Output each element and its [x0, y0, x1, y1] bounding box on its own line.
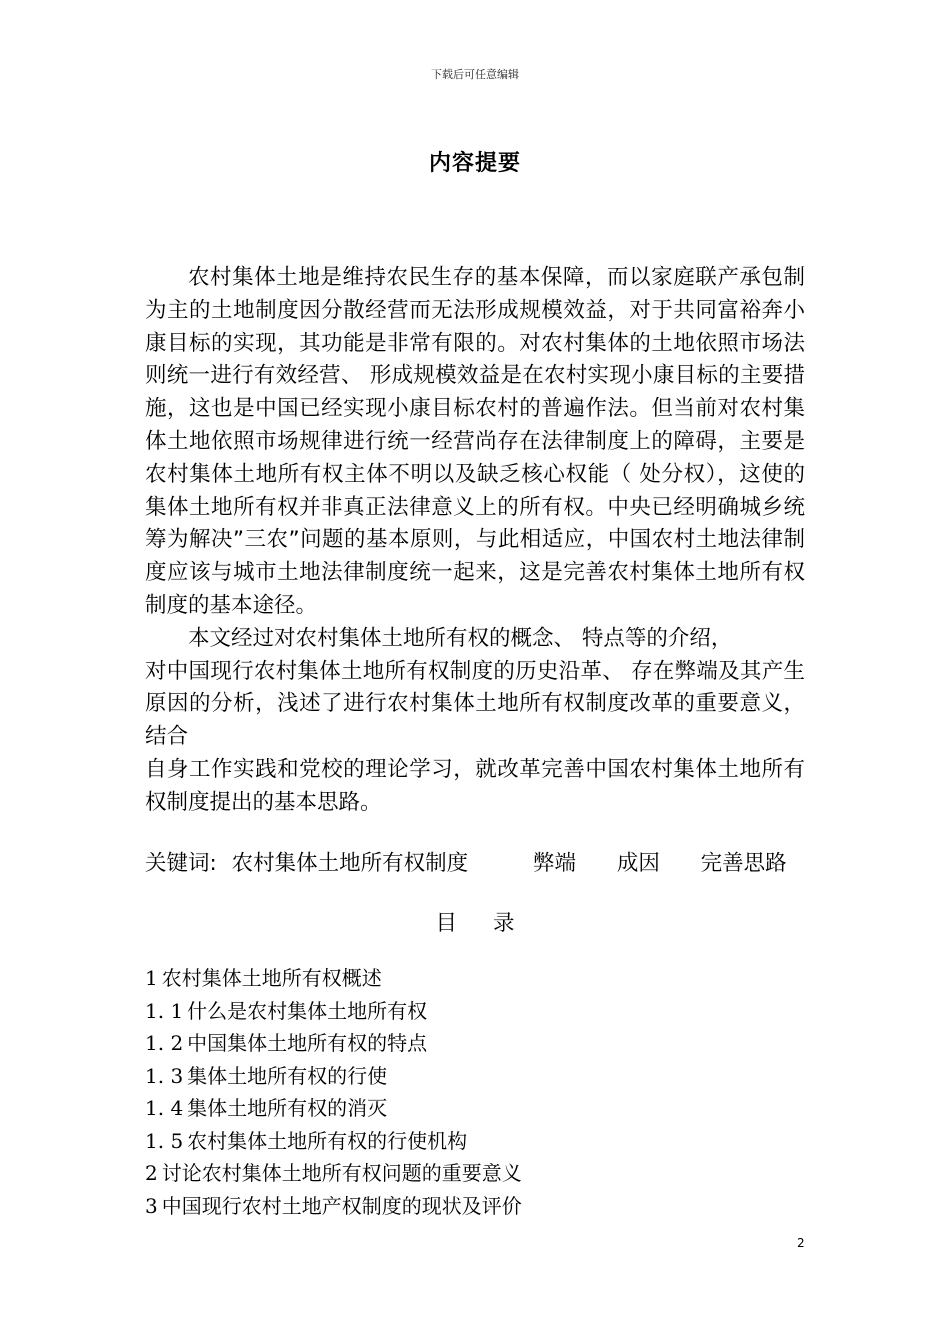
page-number: 2 — [797, 1236, 805, 1250]
toc-title: 目录 — [435, 911, 551, 936]
abstract-paragraph-1: 农村集体土地是维持农民生存的基本保障，而以家庭联产承包制为主的土地制度因分散经营而无法形成规模效益，对于共同富裕奔小康目标的实现，其功能是非常有限的。对农村集体的土地依照市场法则统一进行有效经营、 形成规模效益是在农村实现小康目标的主要措施，这也是中国已经实现小康目标农村的普遍作法。但当前对农村集体土地依照市场规律进行统一经营尚存在法律制度上的障碍，主要是农村集体土地所有权主体不明以及缺乏核心权能（ 处分权），这使的集体土地所有权并非真正法律意义上的所有权。中央已经明确城乡统筹为解决”三农”问题的基本原则，与此相适应，中国农村土地法律制度应该与城市土地法律制度统一起来，这是完善农村集体土地所有权制度的基本途径。 — [145, 265, 805, 618]
toc-item — [145, 962, 805, 995]
toc-item-text: 中国现行农村土地产权制度的现状及评价 — [161, 1193, 522, 1218]
abstract-body — [145, 262, 805, 820]
toc-item-number: 2 — [145, 1161, 158, 1185]
abstract-paragraph-4: 自身工作实践和党校的理论学习，就改革完善中国农村集体土地所有权制度提出的基本思路。 — [145, 756, 805, 815]
toc-item — [145, 1027, 805, 1060]
toc-item-number: 1. 1 — [145, 998, 184, 1023]
toc-item-number: 1 — [145, 966, 158, 990]
abstract-paragraph-3: 对中国现行农村集体土地所有权制度的历史沿革、 存在弊端及其产生原因的分析，浅述了进行农村集体土地所有权制度改革的重要意义，结合 — [145, 658, 805, 750]
toc-item — [145, 1060, 805, 1093]
keyword-item: 完善思路 — [700, 851, 787, 876]
abstract-paragraph-2: 本文经过对农村集体土地所有权的概念、 特点等的介绍， — [188, 625, 733, 651]
toc-item — [145, 1157, 805, 1190]
page-title: 内容提要 — [428, 151, 521, 176]
toc-item-text: 农村集体土地所有权概述 — [161, 966, 382, 990]
toc-item-number: 1. 2 — [145, 1031, 184, 1055]
keywords-label: 关键词: — [145, 851, 217, 876]
toc-item-number: 1. 4 — [145, 1096, 184, 1120]
header-note: 下载后可任意编辑 — [431, 68, 519, 81]
toc-item-number: 1. 3 — [145, 1063, 184, 1088]
toc-item-number: 3 — [145, 1193, 158, 1218]
toc-item — [145, 1092, 805, 1125]
toc-item — [145, 1190, 805, 1223]
toc-item-text: 集体土地所有权的消灭 — [187, 1096, 388, 1120]
toc-item-text: 讨论农村集体土地所有权问题的重要意义 — [161, 1161, 522, 1185]
keyword-item: 成因 — [616, 851, 660, 876]
keyword-item: 农村集体土地所有权制度 — [231, 851, 469, 876]
keywords-line — [145, 849, 805, 879]
keyword-item: 弊端 — [532, 851, 576, 876]
toc-item-text: 集体土地所有权的行使 — [187, 1063, 388, 1088]
toc-item-number: 1. 5 — [145, 1128, 184, 1153]
table-of-contents — [145, 962, 805, 1222]
toc-item — [145, 1125, 805, 1158]
toc-item-text: 什么是农村集体土地所有权 — [187, 998, 428, 1023]
toc-item — [145, 995, 805, 1028]
toc-item-text: 农村集体土地所有权的行使机构 — [187, 1128, 468, 1153]
toc-item-text: 中国集体土地所有权的特点 — [187, 1031, 428, 1055]
